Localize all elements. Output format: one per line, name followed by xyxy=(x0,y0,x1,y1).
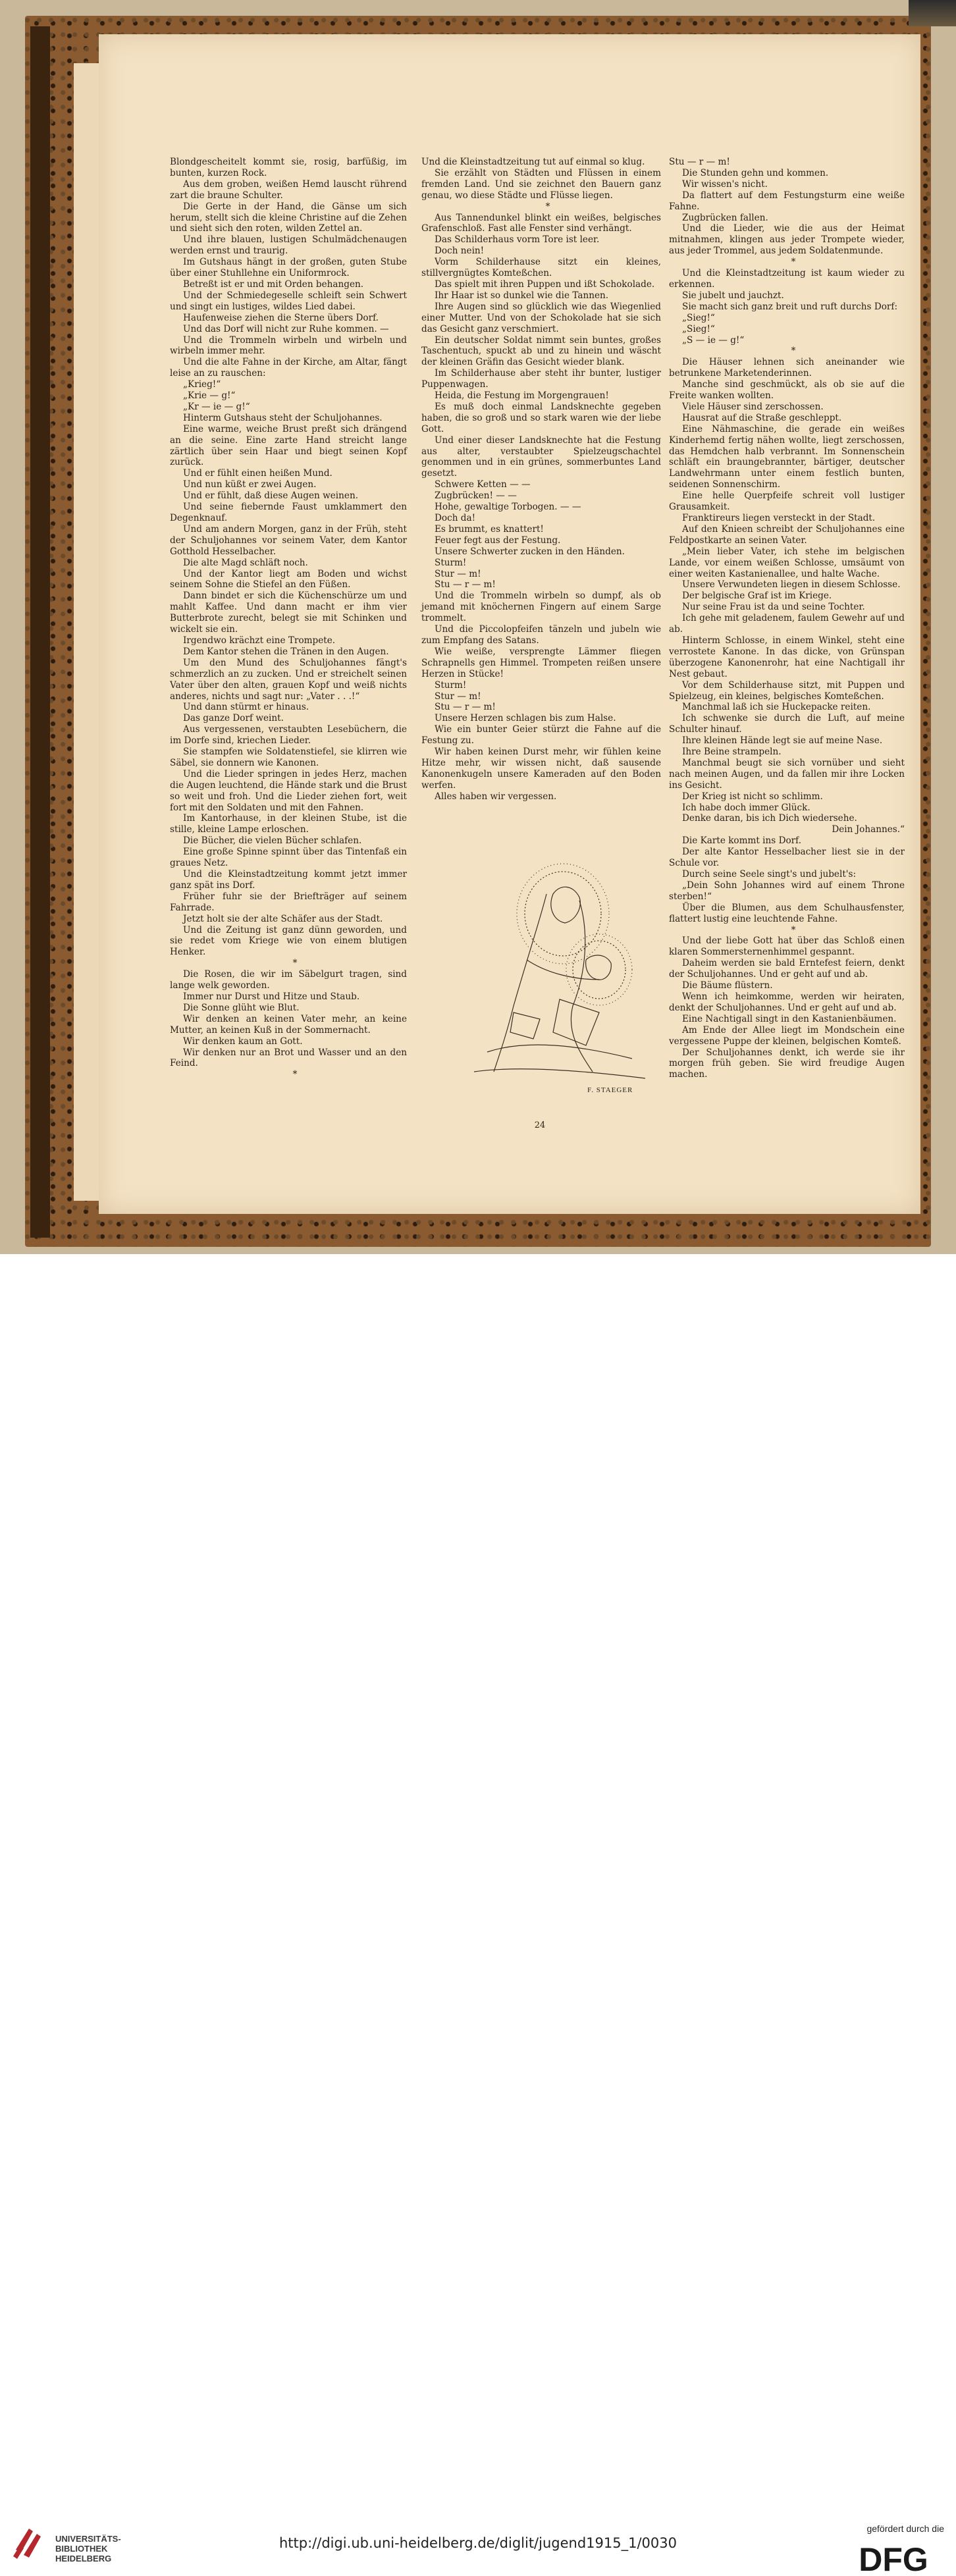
paragraph: Dein Johannes.“ xyxy=(832,824,905,835)
book-spine xyxy=(30,26,50,1238)
paragraph: Sie jubelt und jauchzt. xyxy=(682,290,784,301)
paragraph: Und die Trommeln wirbeln so dumpf, als ob jemand mit knöchernen Fingern auf einem Sarge trommelt. xyxy=(421,591,661,624)
paragraph: Wenn ich heimkomme, werden wir heiraten, denkt der Schuljohannes. Und er geht auf und ab. xyxy=(669,991,905,1013)
paragraph: Zugbrücken fallen. xyxy=(682,212,768,223)
paragraph: Ihre Beine strampeln. xyxy=(682,747,782,758)
paragraph: Und dann stürmt er hinaus. xyxy=(183,702,309,713)
paragraph: Die alte Magd schläft noch. xyxy=(183,557,308,568)
paragraph: Vorm Schilderhause sitzt ein kleines, stillvergnügtes Komteßchen. xyxy=(421,257,661,279)
dfg-logo-icon xyxy=(844,2542,943,2576)
paragraph: Eine warme, weiche Brust preßt sich drängend an die seine. Eine zarte Hand streicht lange zärtlich über sein Haar und biegt seinen Kopf zurück. xyxy=(170,423,407,468)
paragraph: Die Rosen, die wir im Säbelgurt tragen, sind lange welk geworden. xyxy=(170,969,407,991)
paragraph: Wie ein bunter Geier stürzt die Fahne auf die Festung zu. xyxy=(421,724,661,747)
paragraph: Alles haben wir vergessen. xyxy=(435,791,557,802)
paragraph: Hausrat auf die Straße geschleppt. xyxy=(682,412,842,423)
paragraph: Und das Dorf will nicht zur Ruhe kommen. — xyxy=(183,323,389,334)
paragraph: Stur — m! xyxy=(435,691,481,702)
paragraph: Der belgische Graf ist im Kriege. xyxy=(682,591,832,602)
paragraph: Und ihre blauen, lustigen Schulmädchenaugen werden ernst und traurig. xyxy=(170,234,407,257)
page-number: 24 xyxy=(534,1120,546,1130)
paragraph: „Krieg!“ xyxy=(183,379,221,390)
paragraph: Und der Schmiedegeselle schleift sein Schwert und singt ein lustiges, wildes Lied dabei. xyxy=(170,290,407,312)
paragraph: Ich schwenke sie durch die Luft, auf meine Schulter hinauf. xyxy=(669,713,905,735)
paragraph: Aus vergessenen, verstaubten Lesebüchern, die im Dorfe sind, kriechen Lieder. xyxy=(170,724,407,747)
paragraph: Zugbrücken! — — xyxy=(435,490,517,502)
paragraph: Früher fuhr sie der Briefträger auf seinem Fahrrade. xyxy=(170,891,407,913)
paragraph: Manchmal laß ich sie Huckepacke reiten. xyxy=(682,702,871,713)
paragraph: „Sieg!“ xyxy=(682,323,715,334)
paragraph: Stu — r — m! xyxy=(435,702,496,713)
paragraph: Der Schuljohannes denkt, ich werde sie ihr morgen früh geben. Sie wird freudige Augen machen. xyxy=(669,1047,905,1080)
paragraph: Hinterm Schlosse, in einem Winkel, steht eine verrostete Kanone. In das dicke, von Grünspan überzogene Kanonenrohr, hat eine Nachtigall ihr Nest gebaut. xyxy=(669,635,905,679)
paragraph: „Dein Sohn Johannes wird auf einem Throne sterben!“ xyxy=(669,880,905,902)
illustration-madonna-soldier xyxy=(448,854,665,1091)
paragraph: Blondgescheitelt kommt sie, rosig, barfüßig, im bunten, kurzen Rock. xyxy=(170,157,407,178)
paragraph: Und der liebe Gott hat über das Schloß einen klaren Sommersternenhimmel gespannt. xyxy=(669,935,905,958)
paragraph: Da flattert auf dem Festungsturm eine weiße Fahne. xyxy=(669,190,905,212)
paragraph: Dann bindet er sich die Küchenschürze um und mahlt Kaffee. Und dann macht er ihm vier Butterbrote zurecht, belegt sie mit Schinken und wickelt sie ein. xyxy=(170,591,407,635)
paragraph: Wir denken kaum an Gott. xyxy=(183,1036,303,1047)
paragraph: Und die Kleinstadtzeitung kommt jetzt immer ganz spät ins Dorf. xyxy=(170,869,407,891)
paragraph: Und die Kleinstadtzeitung tut auf einmal so klug. xyxy=(421,157,645,167)
paragraph: Ich habe doch immer Glück. xyxy=(682,802,810,813)
paragraph: Ihr Haar ist so dunkel wie die Tannen. xyxy=(435,290,609,301)
paragraph: Heida, die Festung im Morgengrauen! xyxy=(435,390,609,402)
paragraph: Über die Blumen, aus dem Schulhausfenster, flattert lustig eine leuchtende Fahne. xyxy=(669,902,905,924)
paragraph: Durch seine Seele singt's und jubelt's: xyxy=(682,869,857,880)
paragraph: Eine Nähmaschine, die gerade ein weißes Kinderhemd fertig nähen wollte, liegt zerschossen, das Hemdchen halb verbrannt. Im Sonnenschein schläft ein braungebrannter, bärtiger, deutscher Landwehrmann unter einem festlich bunten, seidenen Sonnenschirm. xyxy=(669,423,905,490)
paragraph: Das spielt mit ihren Puppen und ißt Schokolade. xyxy=(435,278,655,290)
paragraph: Die Sonne glüht wie Blut. xyxy=(183,1002,300,1013)
paragraph: Doch da! xyxy=(435,513,476,523)
paragraph: Manchmal beugt sie sich vornüber und sieht nach meinen Augen, und da fallen mir ihre Locken ins Gesicht. xyxy=(669,757,905,791)
paragraph: Jetzt holt sie der alte Schäfer aus der Stadt. xyxy=(183,913,383,924)
scan-background xyxy=(0,0,956,1254)
paragraph: Unsere Herzen schlagen bis zum Halse. xyxy=(435,713,616,724)
paragraph: Ihre kleinen Hände legt sie auf meine Nase. xyxy=(682,735,883,747)
paragraph: Unsere Verwundeten liegen in diesem Schlosse. xyxy=(682,579,901,591)
paragraph: Ich gehe mit geladenem, faulem Gewehr auf und ab. xyxy=(669,613,905,635)
paragraph: Der alte Kantor Hesselbacher liest sie in der Schule vor. xyxy=(669,847,905,869)
paragraph: Und nun küßt er zwei Augen. xyxy=(183,479,317,490)
section-divider: * xyxy=(791,924,796,935)
paragraph: Stur — m! xyxy=(435,568,481,579)
permalink-url[interactable]: http://digi.ub.uni-heidelberg.de/diglit/jugend1915_1/0030 xyxy=(279,2535,677,2551)
paragraph: Franktireurs liegen versteckt in der Stadt. xyxy=(682,513,876,523)
paragraph: „Mein lieber Vater, ich stehe im belgischen Lande, vor einem weißen Schlosse, umsäumt von einer weiten Kastanienallee, und halte Wache. xyxy=(669,546,905,579)
paragraph: Stu — r — m! xyxy=(669,157,730,167)
paragraph: Wir denken nur an Brot und Wasser und an den Feind. xyxy=(170,1047,407,1069)
paragraph: Es muß doch einmal Landsknechte gegeben haben, die so groß und so stark waren wie der liebe Gott. xyxy=(421,401,661,434)
section-divider: * xyxy=(292,1069,298,1080)
paragraph: Ein deutscher Soldat nimmt sein buntes, großes Taschentuch, spuckt ab und zu hinein und wäscht der kleinen Gräfin das Gesicht wieder blank. xyxy=(421,334,661,368)
paragraph: Doch nein! xyxy=(435,246,485,257)
paragraph: Im Gutshaus hängt in der großen, guten Stube über einer Stuhllehne ein Uniformrock. xyxy=(170,257,407,279)
paragraph: Unsere Schwerter zucken in den Händen. xyxy=(435,546,625,557)
paragraph: Manche sind geschmückt, als ob sie auf die Freite wanken wollten. xyxy=(669,379,905,402)
paragraph: Dem Kantor stehen die Tränen in den Augen. xyxy=(183,646,389,657)
paragraph: Die Karte kommt ins Dorf. xyxy=(682,835,802,847)
paragraph: Es brummt, es knattert! xyxy=(435,523,544,535)
library-name-line: BIBLIOTHEK xyxy=(55,2544,108,2554)
paragraph: Daheim werden sie bald Erntefest feiern, denkt der Schuljohannes. Und er geht auf und ab. xyxy=(669,958,905,980)
paragraph: „Krie — g!“ xyxy=(183,390,236,402)
section-divider: * xyxy=(545,201,550,212)
paragraph: Eine Nachtigall singt in den Kastanienbäumen. xyxy=(682,1013,897,1024)
illustration-signature: F. STAEGER xyxy=(587,1086,633,1094)
paragraph: Und am andern Morgen, ganz in der Früh, steht der Schuljohannes vor seinem Vater, dem Kantor Gotthold Hesselbacher. xyxy=(170,523,407,557)
paragraph: Irgendwo krächzt eine Trompete. xyxy=(183,635,336,646)
paragraph: Und die Piccolopfeifen tänzeln und jubeln wie zum Empfang des Satans. xyxy=(421,624,661,646)
paragraph: Die Bäume flüstern. xyxy=(682,980,773,991)
paragraph: Die Stunden gehn und kommen. xyxy=(682,167,829,178)
paragraph: Haufenweise ziehen die Sterne übers Dorf. xyxy=(183,312,379,323)
paragraph: Eine helle Querpfeife schreit voll lustiger Grausamkeit. xyxy=(669,490,905,513)
paragraph: Und die Zeitung ist ganz dünn geworden, und sie redet vom Kriege wie von einem blutigen Henker. xyxy=(170,924,407,958)
paragraph: Schwere Ketten — — xyxy=(435,479,531,490)
paragraph: Auf den Knieen schreibt der Schuljohannes eine Feldpostkarte an seinen Vater. xyxy=(669,523,905,546)
paragraph: Und er fühlt einen heißen Mund. xyxy=(183,468,332,479)
paragraph: Denke daran, bis ich Dich wiedersehe. xyxy=(682,813,857,824)
book-stack-corner xyxy=(909,0,956,26)
paragraph: Und die Lieder springen in jedes Herz, machen die Augen leuchtend, die Hände stark und die Brust so weit und froh. Und die Lieder ziehen fort, weit fort mit den Soldaten und mit den Fahnen. xyxy=(170,768,407,813)
paragraph: Hohe, gewaltige Torbogen. — — xyxy=(435,502,581,513)
paragraph: Viele Häuser sind zerschossen. xyxy=(682,401,824,412)
text-column-3 xyxy=(669,157,905,1080)
paragraph: Der Krieg ist nicht so schlimm. xyxy=(682,791,823,802)
paragraph: Die Häuser lehnen sich aneinander wie betrunkene Marketenderinnen. xyxy=(669,357,905,379)
section-divider: * xyxy=(791,346,796,357)
text-column-1 xyxy=(170,157,407,1080)
paragraph: Das ganze Dorf weint. xyxy=(183,713,284,724)
paragraph: Stu — r — m! xyxy=(435,579,496,591)
paragraph: Vor dem Schilderhause sitzt, mit Puppen und Spielzeug, ein kleines, belgisches Komteßchen. xyxy=(669,679,905,702)
paragraph: Wir haben keinen Durst mehr, wir fühlen keine Hitze mehr, wir wissen nicht, daß sausende Kanonenkugeln unsere Kameraden auf den Boden werfen. xyxy=(421,747,661,791)
paragraph: Wir wissen's nicht. xyxy=(682,178,768,190)
paragraph: Aus Tannendunkel blinkt ein weißes, belgisches Grafenschloß. Fast alle Fenster sind verhängt. xyxy=(421,212,661,234)
paragraph: Eine große Spinne spinnt über das Tintenfaß ein graues Netz. xyxy=(170,847,407,869)
paragraph: Sie stampfen wie Soldatenstiefel, sie klirren wie Säbel, sie donnern wie Kanonen. xyxy=(170,747,407,768)
funder-name: DFG xyxy=(859,2542,928,2576)
paragraph: Um den Mund des Schuljohannes fängt's schmerzlich an zu zucken. Und er streichelt seinen Vater über den alten, grauen Kopf und weiß nichts anderes, nichts und sagt nur: „Vater . . .!“ xyxy=(170,657,407,702)
paragraph: Wie weiße, versprengte Lämmer fliegen Schrapnells gen Himmel. Trompeten reißen unsere Herzen in Stücke! xyxy=(421,646,661,679)
paragraph: Das Schilderhaus vorm Tore ist leer. xyxy=(435,234,600,246)
paragraph: Und einer dieser Landsknechte hat die Festung aus alter, verstaubter Spielzeugschachtel genommen und in ein grünes, sommerbuntes Land gesetzt. xyxy=(421,434,661,479)
paragraph: Wir denken an keinen Vater mehr, an keine Mutter, an keinen Kuß in der Sommernacht. xyxy=(170,1013,407,1036)
paragraph: Sturm! xyxy=(435,679,467,691)
paragraph: Im Schilderhause aber steht ihr bunter, lustiger Puppenwagen. xyxy=(421,368,661,390)
paragraph: Hinterm Gutshaus steht der Schuljohannes. xyxy=(183,412,383,423)
text-column-2 xyxy=(421,157,661,802)
paragraph: Am Ende der Allee liegt im Mondschein eine vergessene Puppe der kleinen, belgischen Komteß. xyxy=(669,1024,905,1047)
paragraph: Sturm! xyxy=(435,557,467,568)
paragraph: Und die alte Fahne in der Kirche, am Altar, fängt leise an zu rauschen: xyxy=(170,357,407,379)
paragraph: Und seine fiebernde Faust umklammert den Degenknauf. xyxy=(170,502,407,523)
viewer-footer xyxy=(0,1254,956,2576)
paragraph: Ihre Augen sind so glücklich wie das Wiegenlied einer Mutter. Und von der Schokolade hat sie sich das Gesicht ganz verschmiert. xyxy=(421,301,661,334)
section-divider: * xyxy=(292,958,298,969)
paragraph: Und die Trommeln wirbeln und wirbeln und wirbeln immer mehr. xyxy=(170,334,407,357)
paragraph: Die Bücher, die vielen Bücher schlafen. xyxy=(183,835,362,847)
paragraph: Im Kantorhause, in der kleinen Stube, ist die stille, kleine Lampe erloschen. xyxy=(170,813,407,835)
paragraph: Aus dem groben, weißen Hemd lauscht rührend zart die braune Schulter. xyxy=(170,178,407,201)
paragraph: Nur seine Frau ist da und seine Tochter. xyxy=(682,602,865,613)
paragraph: Und die Lieder, wie die aus der Heimat mitnahmen, klingen aus jeder Trompete wieder, aus jeder Trommel, aus jedem Soldatenmunde. xyxy=(669,223,905,257)
library-name-line: UNIVERSITÄTS- xyxy=(55,2534,121,2544)
paragraph: Sie erzählt von Städten und Flüssen in einem fremden Land. Und sie zeichnet den Bauern ganz genau, wo diese Städte und Flüsse liegen. xyxy=(421,167,661,201)
paragraph: Und die Kleinstadtzeitung ist kaum wieder zu erkennen. xyxy=(669,268,905,290)
paragraph: Und er fühlt, daß diese Augen weinen. xyxy=(183,490,359,502)
paragraph: Und der Kantor liegt am Boden und wichst seinem Sohne die Stiefel an den Füßen. xyxy=(170,568,407,591)
section-divider: * xyxy=(791,257,796,268)
paragraph: „Sieg!“ xyxy=(682,312,715,323)
library-name-line: HEIDELBERG xyxy=(55,2554,112,2563)
paragraph: Sie macht sich ganz breit und ruft durchs Dorf: xyxy=(682,301,898,312)
paragraph: „S — ie — g!“ xyxy=(682,334,745,346)
paragraph: Feuer fegt aus der Festung. xyxy=(435,535,561,546)
paragraph: „Kr — ie — g!“ xyxy=(183,401,250,412)
paragraph: Betreßt ist er und mit Orden behangen. xyxy=(183,278,364,290)
funding-label: gefördert durch die xyxy=(866,2523,944,2534)
paragraph: Die Gerte in der Hand, die Gänse um sich herum, stellt sich die kleine Christine auf die Zehen und sieht sich den roten, wilden Zettel an. xyxy=(170,201,407,234)
paragraph: Immer nur Durst und Hitze und Staub. xyxy=(183,991,360,1002)
